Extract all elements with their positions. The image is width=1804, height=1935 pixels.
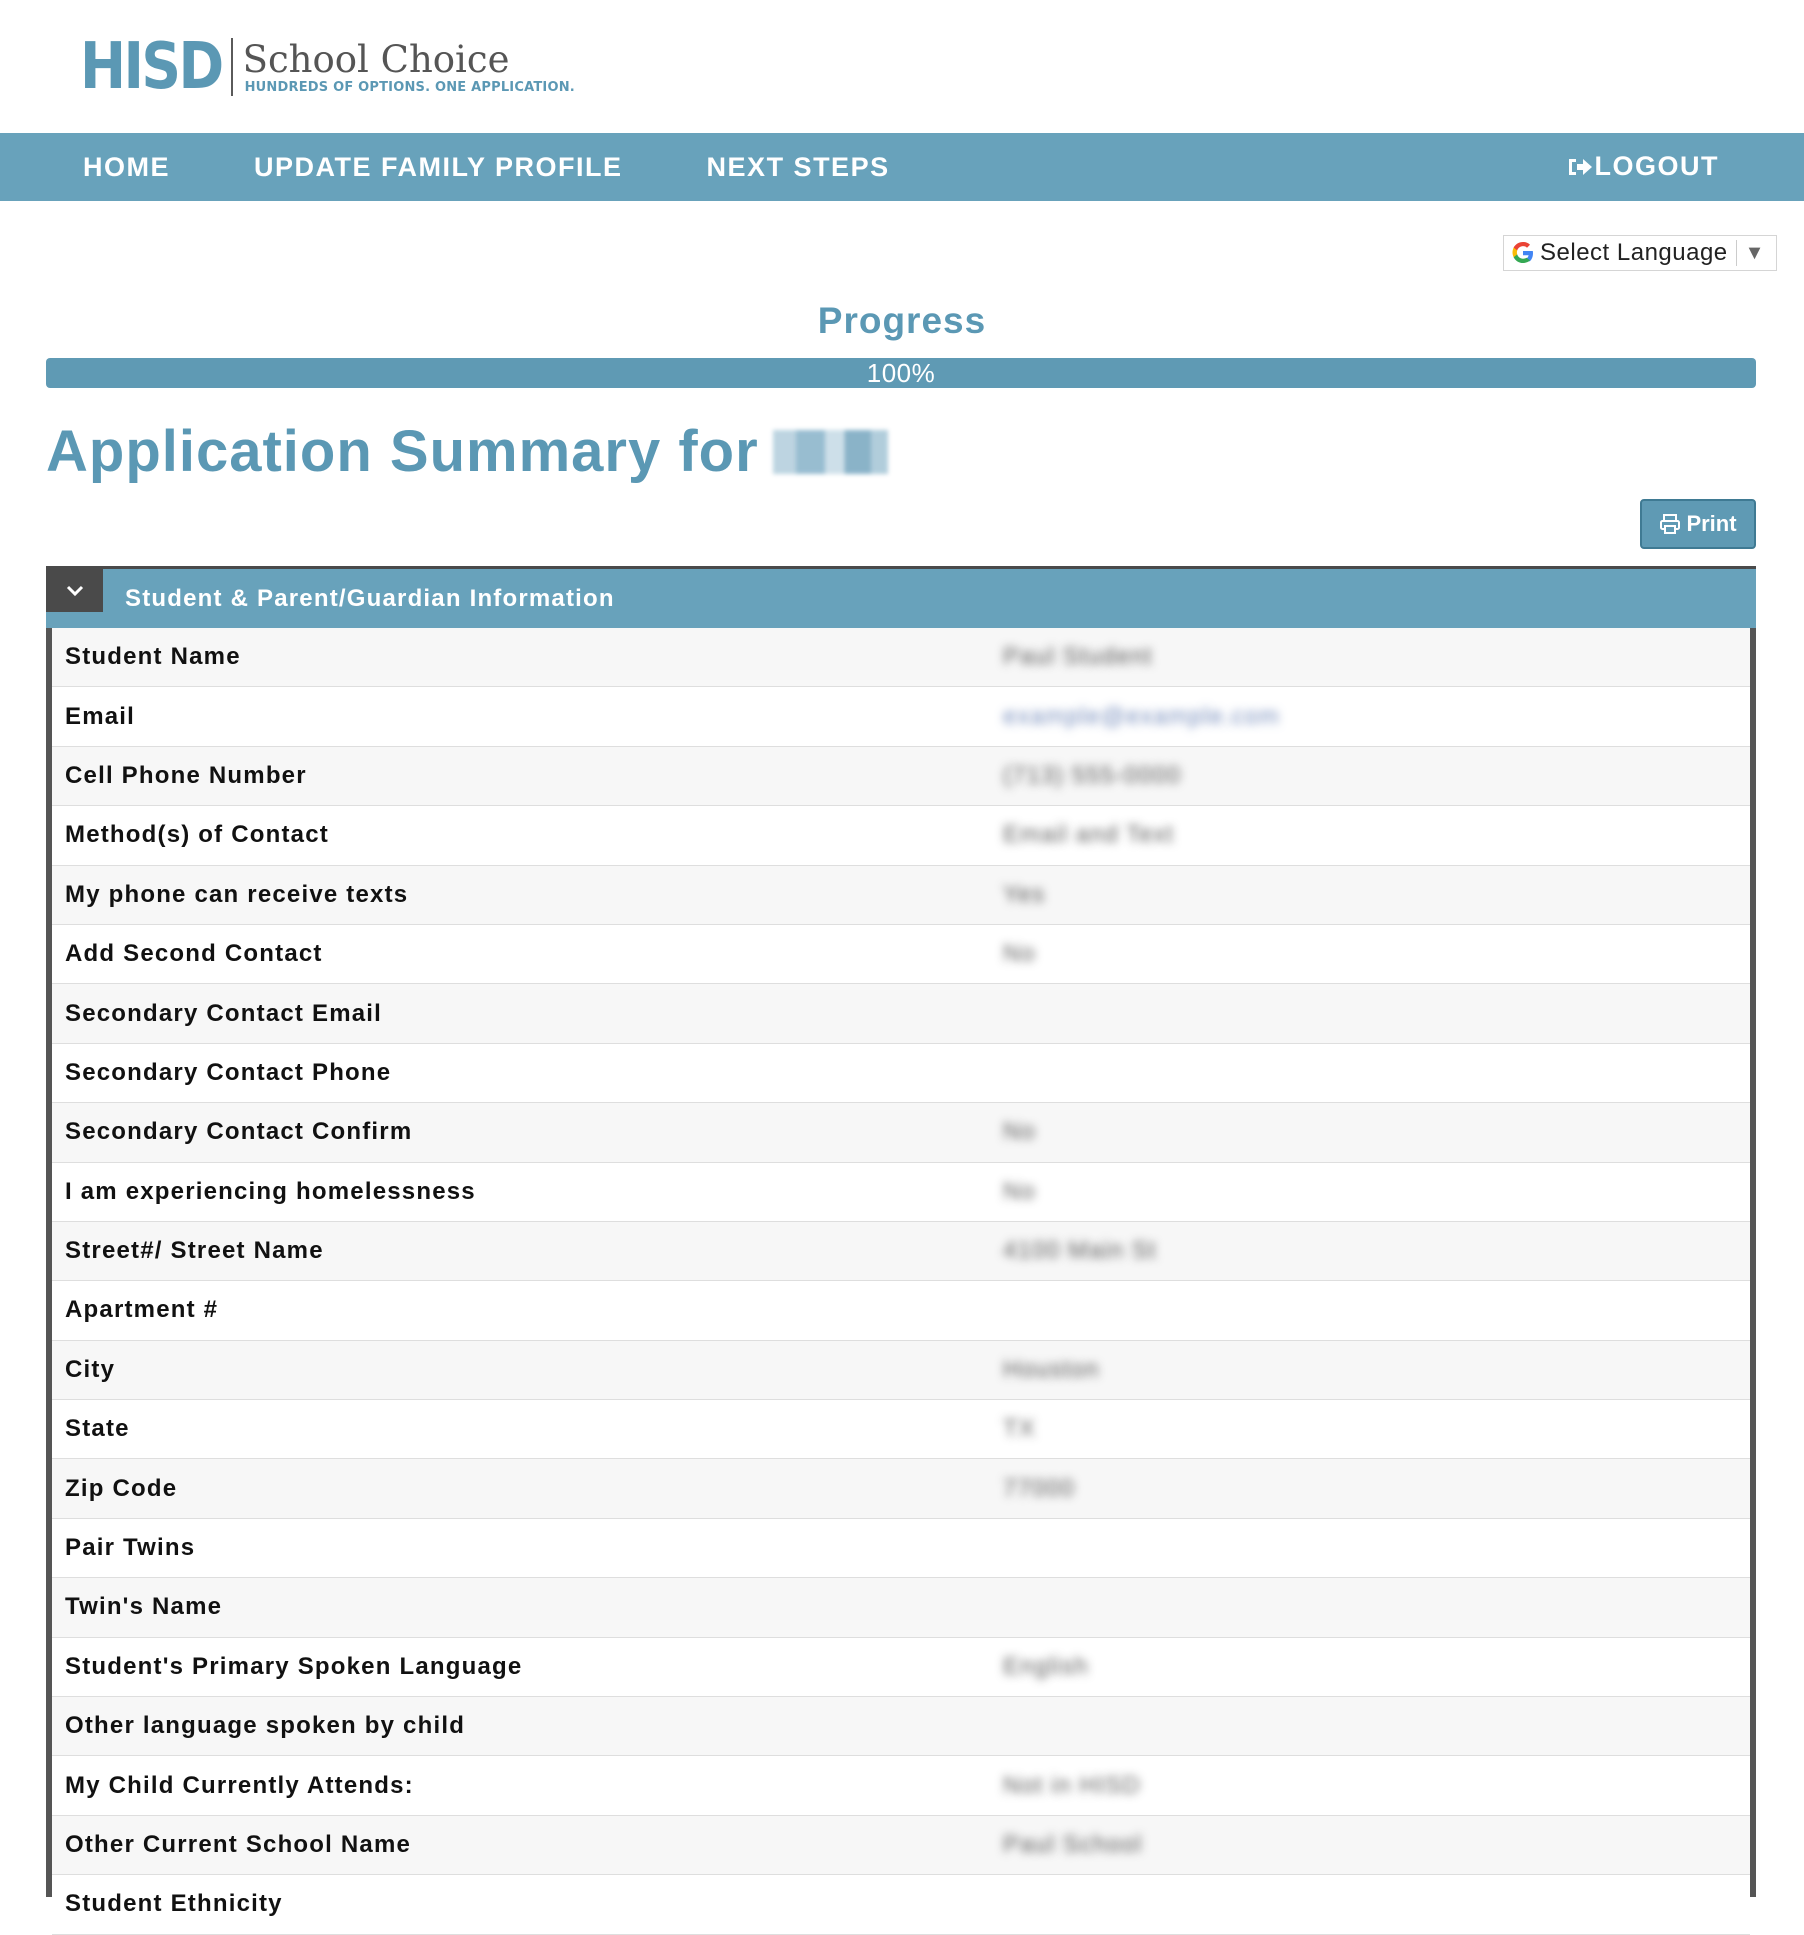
row-value — [1003, 1816, 1142, 1874]
row-label: Cell Phone Number — [65, 761, 307, 789]
page-title-text: Application Summary for — [46, 419, 759, 484]
row-value-text: Houston — [1003, 1355, 1100, 1383]
language-select-divider — [1736, 240, 1737, 266]
row-value — [1003, 628, 1152, 686]
row-value-text: Yes — [1003, 880, 1046, 908]
row-value — [1003, 925, 1036, 983]
row-value — [1003, 1638, 1089, 1696]
print-label: Print — [1686, 511, 1737, 536]
row-value-text: TX — [1003, 1415, 1036, 1443]
table-row — [52, 687, 1750, 746]
row-label: Secondary Contact Phone — [65, 1058, 392, 1086]
nav-home[interactable]: HOME — [83, 151, 170, 182]
table-row — [52, 1519, 1750, 1578]
table-row — [52, 1459, 1750, 1518]
table-row — [52, 1163, 1750, 1222]
row-label: Other language spoken by child — [65, 1712, 466, 1740]
row-label: My phone can receive texts — [65, 880, 409, 908]
logo-hisd-text: HISD — [80, 30, 222, 104]
row-value — [1003, 1400, 1036, 1458]
collapse-toggle[interactable] — [46, 569, 103, 612]
row-label: City — [65, 1355, 116, 1383]
hisd-logo[interactable] — [80, 30, 575, 104]
logo-divider — [231, 38, 233, 96]
logo-tagline: HUNDREDS OF OPTIONS. ONE APPLICATION. — [244, 79, 575, 95]
logout-button[interactable] — [1567, 151, 1720, 182]
table-row — [52, 1103, 1750, 1162]
row-label: I am experiencing homelessness — [65, 1177, 476, 1205]
row-value — [1003, 1341, 1099, 1399]
progress-bar — [46, 358, 1756, 388]
progress-title: Progress — [817, 300, 987, 341]
logout-icon — [1567, 156, 1593, 178]
row-label: Street#/ Street Name — [65, 1237, 324, 1265]
table-row — [52, 984, 1750, 1043]
table-row — [52, 1578, 1750, 1637]
row-label: Student Name — [65, 643, 241, 671]
info-rows — [52, 628, 1750, 1935]
row-value — [1003, 866, 1045, 924]
row-value — [1003, 1103, 1036, 1161]
logo-title: School Choice — [242, 37, 510, 81]
row-label: Add Second Contact — [65, 940, 323, 968]
row-value-text: English — [1003, 1652, 1089, 1680]
logout-label: LOGOUT — [1594, 151, 1719, 181]
logo-right — [242, 37, 575, 95]
google-g-icon — [1510, 240, 1536, 266]
row-label: Student's Primary Spoken Language — [65, 1652, 523, 1680]
page-title — [46, 418, 888, 485]
panel-title: Student & Parent/Guardian Information — [125, 585, 615, 612]
row-label: Pair Twins — [65, 1534, 196, 1562]
table-row — [52, 1638, 1750, 1697]
row-value — [1003, 747, 1181, 805]
table-row — [52, 1697, 1750, 1756]
row-label: Email — [65, 702, 136, 730]
main-navbar — [0, 133, 1804, 201]
redacted-student-name — [773, 430, 888, 474]
dropdown-arrow-icon: ▼ — [1744, 241, 1765, 264]
row-label: Secondary Contact Confirm — [65, 1118, 413, 1146]
progress-label: 100% — [866, 358, 936, 388]
row-label: Other Current School Name — [65, 1831, 412, 1858]
nav-next-steps[interactable]: NEXT STEPS — [706, 151, 890, 182]
table-row — [52, 1756, 1750, 1815]
table-row — [52, 1222, 1750, 1281]
panel-header — [46, 566, 1756, 628]
row-label: Student Ethnicity — [65, 1890, 283, 1918]
row-value — [1003, 1459, 1075, 1517]
row-value-text: 77000 — [1003, 1474, 1075, 1502]
row-label: State — [65, 1415, 130, 1443]
row-label: Secondary Contact Email — [65, 999, 383, 1027]
printer-icon — [1659, 513, 1681, 535]
row-value-text: Paul Student — [1003, 643, 1153, 671]
row-value-text: Paul School — [1003, 1831, 1143, 1858]
language-select-label: Select Language — [1540, 239, 1728, 266]
table-row — [52, 628, 1750, 687]
table-row — [52, 925, 1750, 984]
table-row — [52, 806, 1750, 865]
row-value — [1003, 1222, 1156, 1280]
row-value — [1003, 1756, 1141, 1814]
table-row — [52, 1816, 1750, 1875]
row-value-text: No — [1003, 940, 1036, 968]
table-row — [52, 1281, 1750, 1340]
row-value — [1003, 806, 1174, 864]
row-label: My Child Currently Attends: — [65, 1771, 414, 1799]
row-value — [1003, 687, 1280, 745]
row-value-text: (713) 555-0000 — [1003, 761, 1182, 789]
row-value-text: example@example.com — [1003, 702, 1280, 730]
table-row — [52, 1400, 1750, 1459]
row-value — [1003, 1163, 1036, 1221]
row-label: Twin's Name — [65, 1593, 223, 1621]
row-value-text: 4100 Main St — [1003, 1237, 1157, 1265]
table-row — [52, 1341, 1750, 1400]
row-value-text: Email and Text — [1003, 821, 1174, 849]
row-value-text: No — [1003, 1177, 1036, 1205]
row-value-text: No — [1003, 1118, 1036, 1146]
row-value-text: Not in HISD — [1003, 1771, 1141, 1799]
chevron-down-icon — [65, 584, 85, 598]
page-header — [0, 0, 1804, 133]
table-row — [52, 747, 1750, 806]
table-row — [52, 1875, 1750, 1934]
row-label: Method(s) of Contact — [65, 821, 329, 849]
nav-update-family-profile[interactable]: UPDATE FAMILY PROFILE — [254, 151, 623, 182]
row-label: Apartment # — [65, 1296, 219, 1324]
print-button[interactable] — [1640, 499, 1756, 549]
table-row — [52, 1044, 1750, 1103]
language-select[interactable] — [1503, 235, 1777, 271]
table-row — [52, 866, 1750, 925]
row-label: Zip Code — [65, 1474, 178, 1502]
student-parent-info-panel — [46, 566, 1756, 1918]
